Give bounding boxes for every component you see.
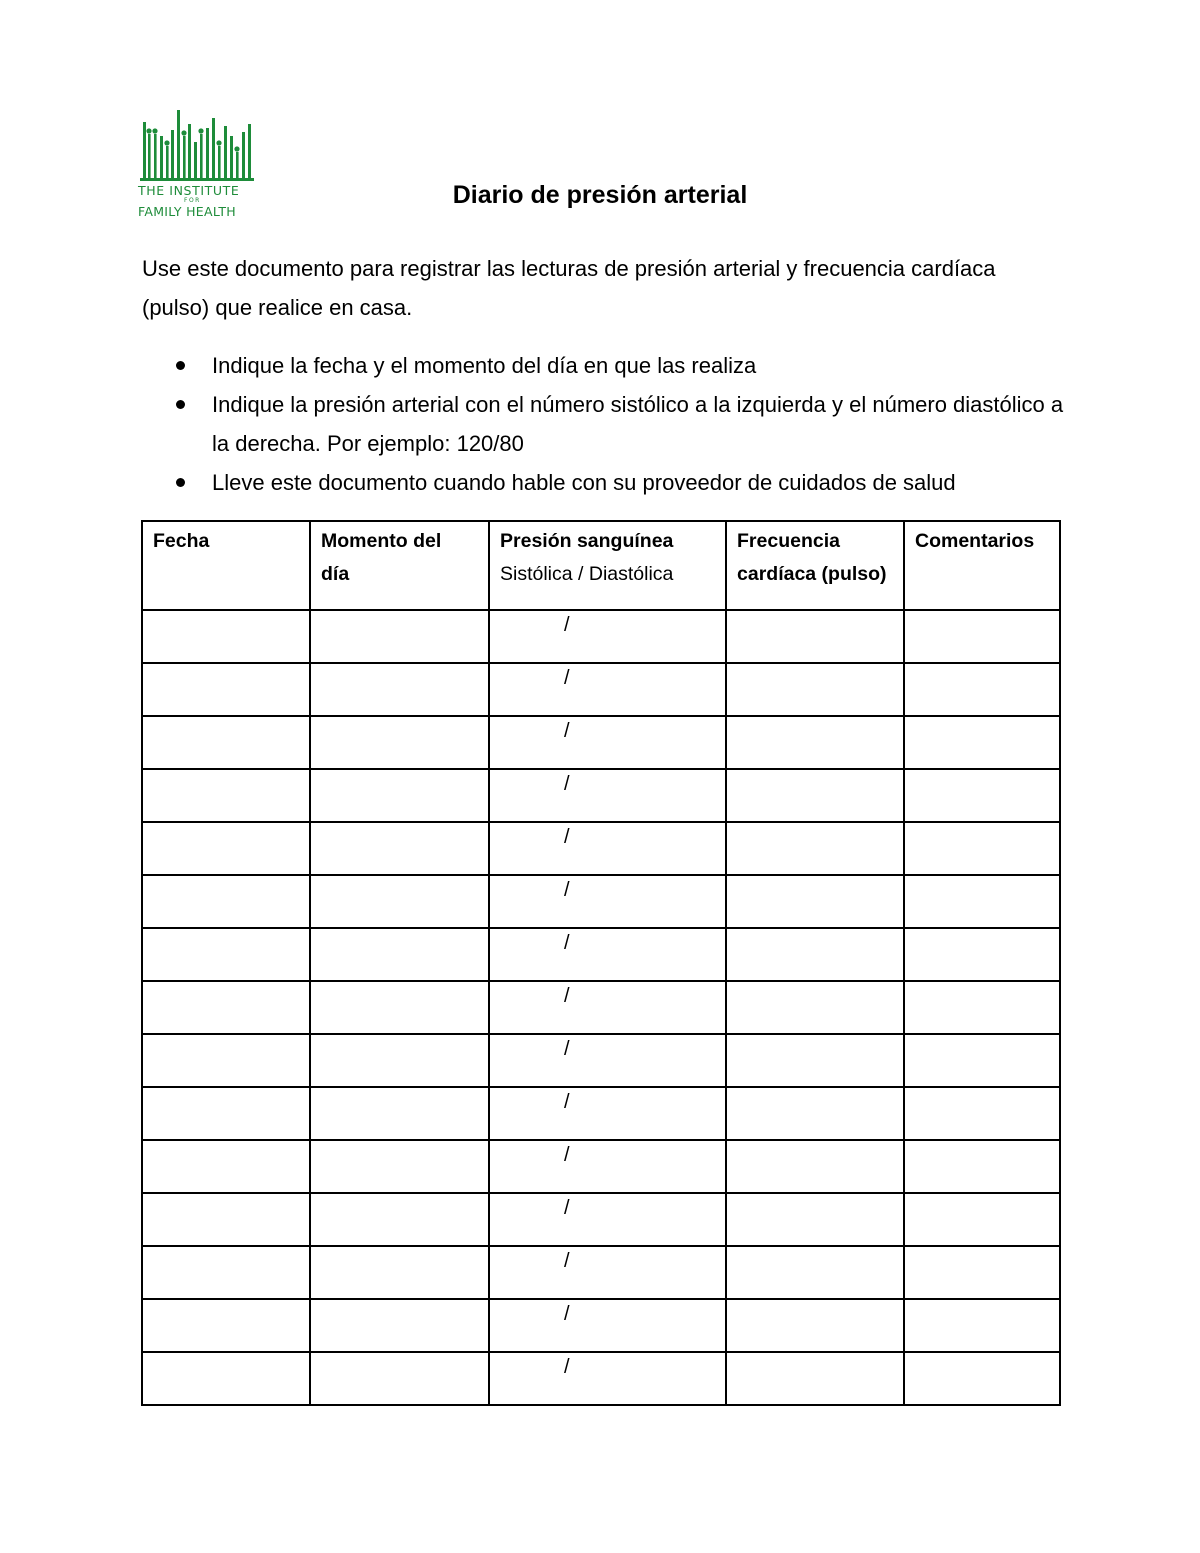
bp-separator: / [564, 667, 570, 689]
instruction-list [142, 346, 1072, 502]
header-label: Presión sanguínea [500, 530, 674, 552]
cell-frecuencia[interactable] [726, 1299, 904, 1352]
cell-comentarios[interactable] [904, 716, 1060, 769]
cell-momento[interactable] [310, 1193, 489, 1246]
cell-frecuencia[interactable] [726, 1087, 904, 1140]
logo-bars-graphic [138, 106, 258, 186]
cell-presion[interactable] [489, 928, 726, 981]
table-row [142, 1352, 1060, 1405]
logo-text-line2: FOR [184, 197, 201, 204]
cell-frecuencia[interactable] [726, 1193, 904, 1246]
cell-fecha[interactable] [142, 769, 310, 822]
table-row [142, 1193, 1060, 1246]
column-header-presion [489, 521, 726, 610]
cell-presion[interactable] [489, 875, 726, 928]
bp-separator: / [564, 1250, 570, 1272]
cell-fecha[interactable] [142, 716, 310, 769]
cell-momento[interactable] [310, 1299, 489, 1352]
cell-presion[interactable] [489, 1352, 726, 1405]
bp-separator: / [564, 1303, 570, 1325]
cell-frecuencia[interactable] [726, 610, 904, 663]
table-row [142, 716, 1060, 769]
cell-comentarios[interactable] [904, 1087, 1060, 1140]
cell-momento[interactable] [310, 769, 489, 822]
bp-separator: / [564, 614, 570, 636]
cell-comentarios[interactable] [904, 1193, 1060, 1246]
cell-frecuencia[interactable] [726, 1140, 904, 1193]
cell-fecha[interactable] [142, 1246, 310, 1299]
table-row [142, 769, 1060, 822]
logo-text-line1: THE INSTITUTE [138, 183, 240, 198]
instruction-item [142, 346, 1072, 385]
bp-separator: / [564, 1038, 570, 1060]
bullet-icon [176, 400, 185, 409]
cell-momento[interactable] [310, 663, 489, 716]
instruction-text: Indique la fecha y el momento del día en que las realiza [212, 353, 757, 378]
cell-fecha[interactable] [142, 928, 310, 981]
cell-presion[interactable] [489, 1140, 726, 1193]
document-title: Diario de presión arterial [452, 181, 748, 209]
bp-separator: / [564, 1144, 570, 1166]
table-row [142, 875, 1060, 928]
bp-separator: / [564, 985, 570, 1007]
bp-separator: / [564, 826, 570, 848]
cell-momento[interactable] [310, 875, 489, 928]
table-row [142, 981, 1060, 1034]
cell-presion[interactable] [489, 716, 726, 769]
cell-frecuencia[interactable] [726, 1034, 904, 1087]
table-row [142, 1299, 1060, 1352]
cell-presion[interactable] [489, 663, 726, 716]
cell-momento[interactable] [310, 610, 489, 663]
table-row [142, 1140, 1060, 1193]
cell-momento[interactable] [310, 1140, 489, 1193]
header-label: Momento del [321, 530, 442, 552]
column-header-comentarios [904, 521, 1060, 610]
blood-pressure-log-table [141, 520, 1061, 1406]
cell-fecha[interactable] [142, 981, 310, 1034]
cell-frecuencia[interactable] [726, 716, 904, 769]
cell-comentarios[interactable] [904, 610, 1060, 663]
cell-fecha[interactable] [142, 822, 310, 875]
cell-momento[interactable] [310, 1352, 489, 1405]
cell-presion[interactable] [489, 822, 726, 875]
cell-frecuencia[interactable] [726, 1352, 904, 1405]
cell-presion[interactable] [489, 1246, 726, 1299]
cell-fecha[interactable] [142, 1352, 310, 1405]
cell-momento[interactable] [310, 928, 489, 981]
header-sublabel: Sistólica / Diastólica [500, 563, 674, 585]
column-header-frecuencia [726, 521, 904, 610]
bullet-icon [176, 478, 185, 487]
cell-momento[interactable] [310, 716, 489, 769]
bp-separator: / [564, 1356, 570, 1378]
table-row [142, 928, 1060, 981]
instruction-item [142, 463, 1072, 502]
instruction-text: Lleve este documento cuando hable con su proveedor de cuidados de salud [212, 470, 956, 495]
cell-fecha[interactable] [142, 610, 310, 663]
cell-comentarios[interactable] [904, 1246, 1060, 1299]
table-row [142, 1246, 1060, 1299]
cell-fecha[interactable] [142, 1140, 310, 1193]
cell-frecuencia[interactable] [726, 663, 904, 716]
cell-frecuencia[interactable] [726, 822, 904, 875]
table-row [142, 822, 1060, 875]
header-label: Fecha [153, 530, 210, 552]
cell-momento[interactable] [310, 1087, 489, 1140]
cell-fecha[interactable] [142, 1034, 310, 1087]
cell-comentarios[interactable] [904, 769, 1060, 822]
bp-separator: / [564, 1091, 570, 1113]
cell-comentarios[interactable] [904, 981, 1060, 1034]
cell-fecha[interactable] [142, 1193, 310, 1246]
cell-presion[interactable] [489, 610, 726, 663]
cell-fecha[interactable] [142, 875, 310, 928]
cell-momento[interactable] [310, 981, 489, 1034]
cell-fecha[interactable] [142, 663, 310, 716]
cell-comentarios[interactable] [904, 1352, 1060, 1405]
table-row [142, 1087, 1060, 1140]
cell-presion[interactable] [489, 1299, 726, 1352]
cell-comentarios[interactable] [904, 822, 1060, 875]
cell-momento[interactable] [310, 1034, 489, 1087]
cell-presion[interactable] [489, 1193, 726, 1246]
cell-frecuencia[interactable] [726, 928, 904, 981]
bp-separator: / [564, 879, 570, 901]
cell-comentarios[interactable] [904, 928, 1060, 981]
instruction-text: Indique la presión arterial con el número sistólico a la izquierda y el número diastólico a la derecha. Por ejemplo: 120/80 [212, 392, 1064, 456]
header-label: Comentarios [915, 530, 1035, 552]
table-row [142, 663, 1060, 716]
cell-frecuencia[interactable] [726, 981, 904, 1034]
cell-comentarios[interactable] [904, 1299, 1060, 1352]
cell-presion[interactable] [489, 769, 726, 822]
cell-fecha[interactable] [142, 1087, 310, 1140]
bp-separator: / [564, 932, 570, 954]
header-label: día [321, 563, 350, 585]
cell-comentarios[interactable] [904, 1034, 1060, 1087]
cell-fecha[interactable] [142, 1299, 310, 1352]
cell-presion[interactable] [489, 1034, 726, 1087]
cell-momento[interactable] [310, 822, 489, 875]
table-header-row [142, 521, 1060, 610]
cell-comentarios[interactable] [904, 875, 1060, 928]
logo-text-line3: FAMILY HEALTH [138, 204, 237, 219]
column-header-momento [310, 521, 489, 610]
bp-separator: / [564, 1197, 570, 1219]
cell-comentarios[interactable] [904, 663, 1060, 716]
cell-comentarios[interactable] [904, 1140, 1060, 1193]
cell-frecuencia[interactable] [726, 875, 904, 928]
table-row [142, 610, 1060, 663]
cell-frecuencia[interactable] [726, 769, 904, 822]
table-body [142, 610, 1060, 1405]
cell-momento[interactable] [310, 1246, 489, 1299]
intro-paragraph: Use este documento para registrar las lecturas de presión arterial y frecuencia cardíaca (pulso) que realice en casa. [142, 256, 996, 320]
bullet-icon [176, 361, 185, 370]
table-row [142, 1034, 1060, 1087]
column-header-fecha [142, 521, 310, 610]
cell-presion[interactable] [489, 1087, 726, 1140]
cell-frecuencia[interactable] [726, 1246, 904, 1299]
bp-separator: / [564, 720, 570, 742]
instruction-item [142, 385, 1072, 463]
header-label: cardíaca (pulso) [737, 563, 887, 585]
bp-separator: / [564, 773, 570, 795]
cell-presion[interactable] [489, 981, 726, 1034]
header-label: Frecuencia [737, 530, 840, 552]
